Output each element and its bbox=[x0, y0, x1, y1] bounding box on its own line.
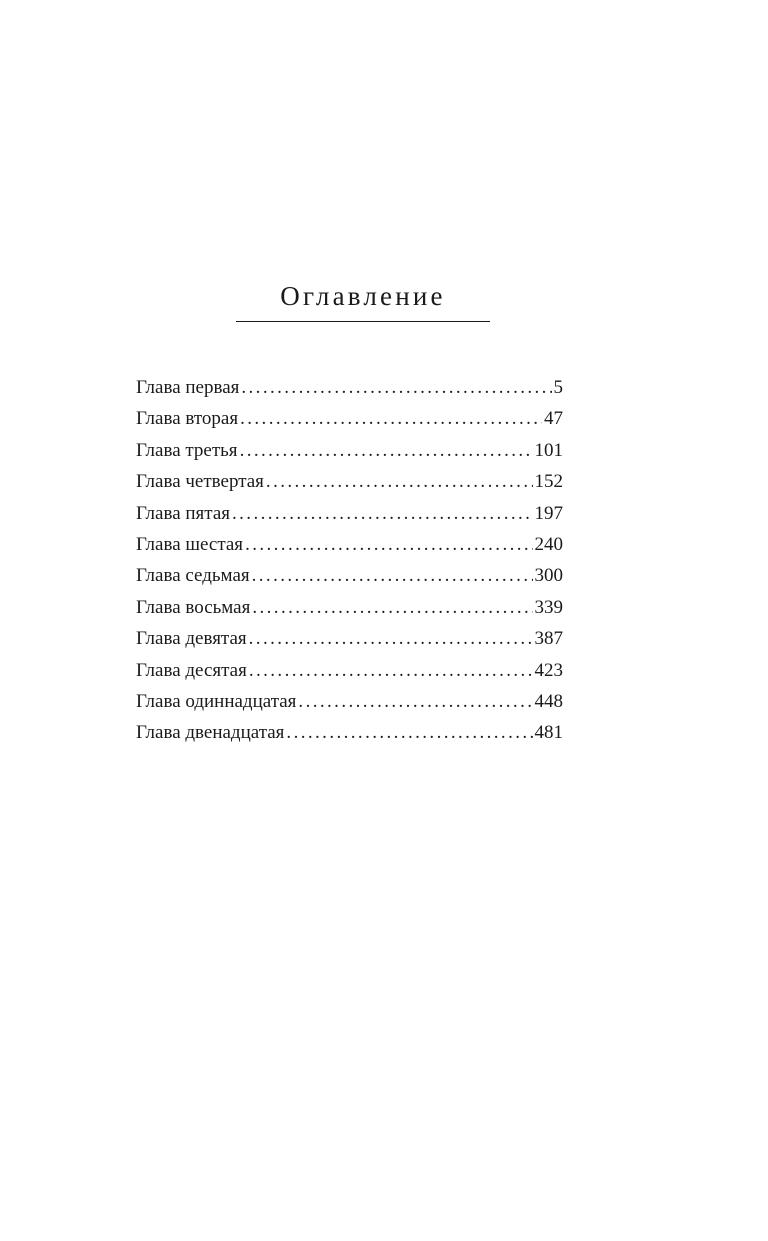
toc-dot-leader bbox=[249, 655, 533, 686]
toc-entry[interactable] bbox=[136, 498, 563, 529]
toc-entry-title: Глава десятая bbox=[136, 659, 247, 681]
toc-entry-title: Глава шестая bbox=[136, 533, 244, 555]
toc-dot-leader bbox=[266, 466, 533, 497]
toc-entry[interactable] bbox=[136, 403, 563, 434]
table-of-contents bbox=[136, 372, 563, 749]
toc-entry-page: 197 bbox=[534, 502, 563, 524]
toc-dot-leader bbox=[298, 686, 532, 717]
toc-entry-title: Глава седьмая bbox=[136, 565, 250, 587]
toc-entry[interactable] bbox=[136, 529, 563, 560]
toc-dot-leader bbox=[252, 560, 533, 591]
toc-dot-leader bbox=[241, 372, 551, 403]
toc-entry[interactable] bbox=[136, 435, 563, 466]
toc-dot-leader bbox=[252, 592, 532, 623]
toc-entry-title: Глава четвертая bbox=[136, 471, 264, 493]
toc-dot-leader bbox=[232, 498, 533, 529]
toc-entry-page: 423 bbox=[534, 659, 563, 681]
toc-entry-title: Глава пятая bbox=[136, 502, 230, 524]
toc-entry-title: Глава первая bbox=[136, 377, 240, 398]
toc-entry[interactable] bbox=[136, 623, 563, 654]
toc-entry-page: 47 bbox=[544, 408, 563, 430]
toc-entry[interactable] bbox=[136, 655, 563, 686]
toc-entry[interactable] bbox=[136, 717, 563, 748]
toc-entry-title: Глава третья bbox=[136, 439, 238, 461]
title-underline bbox=[236, 321, 490, 322]
toc-entry-title: Глава девятая bbox=[136, 628, 247, 650]
toc-entry-page: 387 bbox=[534, 628, 563, 650]
toc-entry[interactable] bbox=[136, 686, 563, 717]
toc-entry-title: Глава восьмая bbox=[136, 596, 251, 618]
toc-dot-leader bbox=[240, 403, 542, 434]
toc-dot-leader bbox=[240, 435, 533, 466]
toc-entry-title: Глава двенадцатая bbox=[136, 722, 285, 744]
page-title: Оглавление bbox=[280, 281, 446, 311]
toc-entry-title: Глава вторая bbox=[136, 408, 239, 430]
toc-dot-leader bbox=[249, 623, 533, 654]
toc-entry[interactable] bbox=[136, 560, 563, 591]
toc-entry-page: 152 bbox=[534, 471, 563, 493]
toc-dot-leader bbox=[286, 717, 532, 748]
toc-entry[interactable] bbox=[136, 466, 563, 497]
toc-entry-page: 448 bbox=[534, 690, 563, 712]
toc-entry-page: 5 bbox=[553, 377, 563, 398]
toc-dot-leader bbox=[245, 529, 532, 560]
toc-entry-title: Глава одиннадцатая bbox=[136, 690, 297, 712]
toc-entry[interactable] bbox=[136, 372, 563, 403]
toc-entry-page: 481 bbox=[534, 722, 563, 744]
toc-entry-page: 240 bbox=[534, 533, 563, 555]
toc-entry-page: 101 bbox=[534, 439, 563, 461]
toc-entry-page: 300 bbox=[534, 565, 563, 587]
toc-entry-page: 339 bbox=[534, 596, 563, 618]
toc-entry[interactable] bbox=[136, 592, 563, 623]
